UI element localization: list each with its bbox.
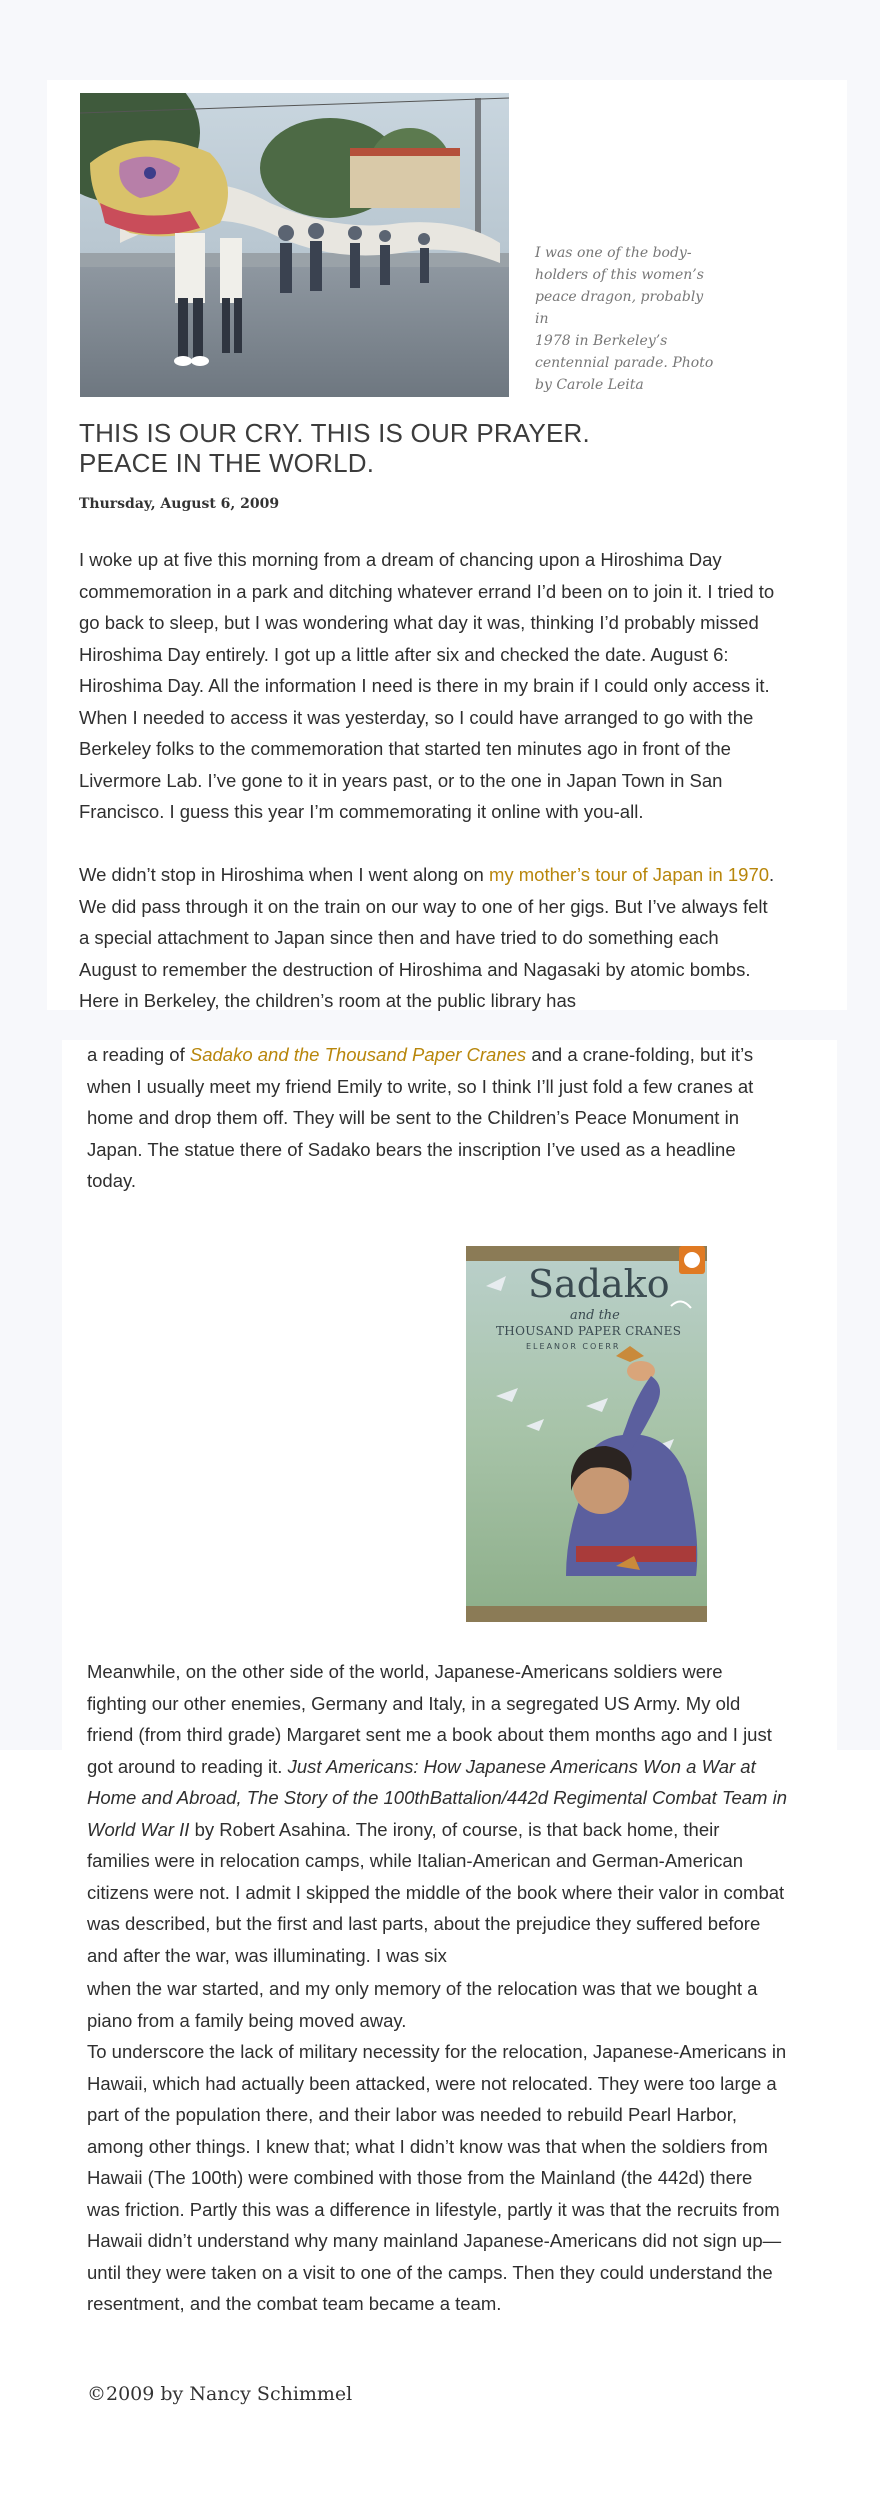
post-date: Thursday, August 6, 2009 [79, 496, 280, 512]
photo-caption: I was one of the body- holders of this women’s peace dragon, probably in 1978 in Berkeley’s centennial parade. Photo by Carole Leita [535, 245, 714, 393]
paragraph-5: when the war started, and my only memory of the relocation was that we bought a piano from a family being moved away. [87, 1978, 758, 2031]
post-title: THIS IS OUR CRY. THIS IS OUR PRAYER. PEACE IN THE WORLD. [79, 418, 590, 478]
paragraph-3 [87, 1039, 787, 1197]
book-cover-author: ELEANOR COERR [526, 1342, 621, 1351]
book-cover-title: Sadako [528, 1262, 670, 1306]
sadako-book-link[interactable]: Sadako and the Thousand Paper Cranes [189, 1044, 527, 1065]
paragraph-3-text-start: a reading of [87, 1044, 190, 1065]
paragraph-2-text-start: We didn’t stop in Hiroshima when I went along on [79, 864, 489, 885]
book-cover-subtitle: THOUSAND PAPER CRANES [496, 1324, 682, 1338]
paragraph-2 [79, 859, 779, 1017]
book-cover-and-the: and the [570, 1308, 620, 1323]
paragraph-4 [87, 1656, 787, 1971]
paragraph-4-text-end: by Robert Asahina. The irony, of course, is that back home, their families were in relocation camps, while Italian-American and German-American citizens were not. I admit I skipped the middle of the book where their valor in combat was described, but the first and last parts, about the prejudice they suffered before and after the war, was illuminating. I was six [87, 1818, 785, 1966]
copyright-notice: ©2009 by Nancy Schimmel [87, 2383, 353, 2405]
paragraph-4-text-start: Meanwhile, on the other side of the world, Japanese-Americans soldiers were fighting our other enemies, Germany and Italy, in a segregated US Army. My old friend (from third grade) Margaret sent me a book about them months ago and I just got around to reading it. [87, 1661, 772, 1777]
sadako-book-cover-image [466, 1246, 707, 1622]
paragraph-1: I woke up at five this morning from a dream of chancing upon a Hiroshima Day commemoration in a park and ditching whatever errand I’d been on to join it. I tried to go back to sleep, but I was wondering what day it was, thinking I’d probably missed Hiroshima Day entirely. I got up a little after six and checked the date. August 6: Hiroshima Day. All the information I need is there in my brain if I could only access it. When I needed to access it was yesterday, so I could have arranged to go with the Berkeley folks to the commemoration that started ten minutes ago in front of the Livermore Lab. I’ve gone to it in years past, or to the one in Japan Town in San Francisco. I guess this year I’m commemorating it online with you-all. [79, 549, 775, 822]
peace-dragon-parade-photo [80, 93, 509, 397]
paragraph-2-text-end: . We did pass through it on the train on our way to one of her gigs. But I’ve always felt a special attachment to Japan since then and have tried to do something each August to remember the destruction of Hiroshima and Nagasaki by atomic bombs. Here in Berkeley, the children’s room at the public library has [79, 864, 775, 1011]
paragraph-3-text-end: and a crane-folding, but it’s when I usually meet my friend Emily to write, so I think I’ll just fold a few cranes at home and drop them off. They will be sent to the Children’s Peace Monument in Japan. The statue there of Sadako bears the inscription I’ve used as a headline today. [87, 1044, 754, 1191]
just-americans-book-title: Just Americans: How Japanese Americans Won a War at Home and Abroad, The Story of the 100thBattalion/442d Regimental Combat Team in World War II [87, 1755, 787, 1840]
paragraph-6: To underscore the lack of military necessity for the relocation, Japanese-Americans in Hawaii, which had actually been attacked, were not relocated. They were too large a part of the population there, and their labor was needed to rebuild Pearl Harbor, among other things. I knew that; what I didn’t know was that when the soldiers from Hawaii (The 100th) were combined with those from the Mainland (the 442d) there was friction. Partly this was a difference in lifestyle, partly it was that the recruits from Hawaii didn’t understand why many mainland Japanese-Americans did not sign up—until they were taken on a visit to one of the camps. Then they could understand the resentment, and the combat team became a team. [87, 2041, 787, 2314]
mothers-tour-link[interactable]: my mother’s tour of Japan in 1970 [488, 864, 770, 885]
